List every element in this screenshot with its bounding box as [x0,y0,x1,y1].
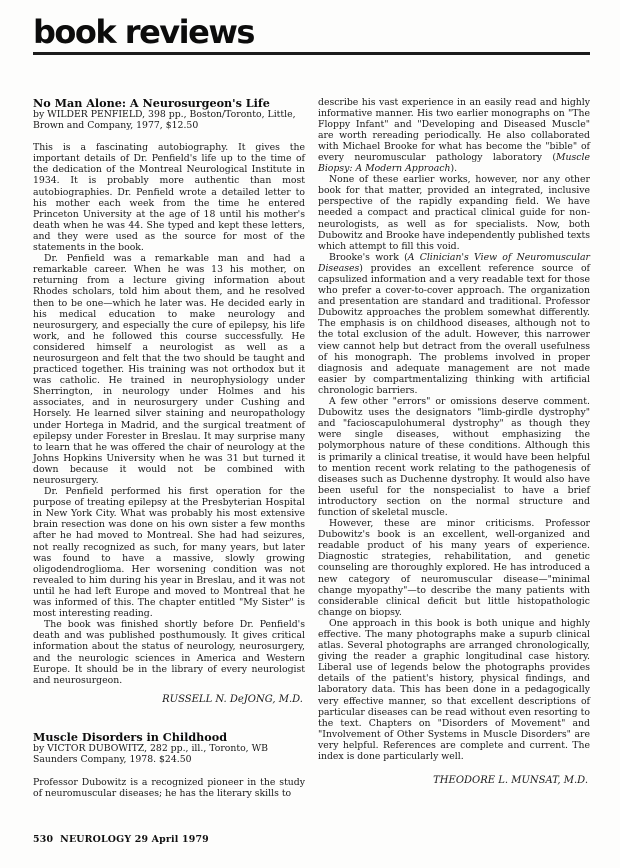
review-2-paragraph: One approach in this book is both unique and highly effective. The many photographs make a supurb clinical atlas. Several photographs are arranged chronologically, giving the reader a graphic longitudinal case history. Liberal use of legends below the photographs provides details of the patient's history, physical findings, and laboratory data. This has been done in a pedagogically very effective manner, so that excellent descriptions of particular diseases can be read without even resorting to the text. Chapters on "Disorders of Movement" and "Involvement of Other Systems in Muscle Disorders" are very helpful. References are complete and current. The index is done particularly well. [318,617,590,763]
review-2-paragraph [318,97,590,175]
review-1-title: No Man Alone: A Neurosurgeon's Life [33,95,270,110]
paragraph-text: ). [450,163,458,175]
review-muscle-disorders-continued [318,97,590,787]
review-muscle-disorders-start [33,731,305,799]
left-column [33,97,305,799]
header-rule [33,52,590,55]
masthead [33,14,590,55]
review-2-reviewer-signature: THEODORE L. MUNSAT, M.D. [433,775,588,787]
review-2-paragraph: None of these earlier works, however, nor any other book for that matter, provided an integrated, inclusive perspective of the rapidly expanding field. We have needed a compact and practical clinical guide for non-neurologists, as well as for specialists. Now, both Dubowitz and Brooke have independently published texts which attempt to fill this void. [318,174,590,252]
two-column-layout [33,97,590,799]
review-2-paragraph: A few other "errors" or omissions deserve comment. Dubowitz uses the designators "limb-girdle dystrophy" and "facioscapulohumeral dystrophy" as though they were single diseases, without emphasizing the polymorphous nature of these conditions. Although this is primarily a clinical treatise, it would have been helpful to mention recent work relating to the pathogenesis of diseases such as Duchenne dystrophy. It would also have been useful for the nonspecialist to have a brief introductory section on the normal structure and function of skeletal muscle. [318,396,590,518]
review-2-title: Muscle Disorders in Childhood [33,729,228,744]
book-title-italic: Muscle Biopsy: A Modern Approach [318,151,590,175]
book-title-italic: A Clinician's View of Neuromuscular Diseases [318,251,590,274]
page-number: 530 [33,834,54,845]
review-2-paragraph: Professor Dubowitz is a recognized pioneer in the study of neuromuscular diseases; he has the literary skills to [33,776,305,799]
review-2-paragraph: However, these are minor criticisms. Professor Dubowitz's book is an excellent, well-organized and readable product of his many years of experience. Diagnostic strategies, rehabilitation, and genetic counseling are thoroughly explored. He has introduced a new category of neuromuscular disease—"minimal change myopathy"—to describe the many patients with considerable clinical deficit but little histopathologic change on biopsy. [318,518,590,618]
review-1-paragraph: Dr. Penfield was a remarkable man and had a remarkable career. When he was 13 his mother, on returning from a lecture giving information about Rhodes scholars, told him about them, and he resolved then to be one—which he later was. He decided early in his medical education to make neurology and neurosurgery, and especially the cure of epilepsy, his life work, and he followed this course successfully. He considered himself a neurologist as well as a neurosurgeon and felt that the two should be taught and practiced together. His training was not orthodox but it was catholic. He trained in neurophysiology under Sherrington, in neurology under Holmes and his associates, and in neurosurgery under Cushing and Horsely. He learned silver staining and neuropathology under Hortega in Madrid, and the surgical treatment of epilepsy under Forester in Breslau. It may surprise many to learn that he was offered the chair of neurology at the Johns Hopkins University when he was 31 but turned it down because it would not be combined with neurosurgery. [33,253,305,486]
paragraph-text: Brooke's work ( [329,251,408,263]
review-1-paragraph: Dr. Penfield performed his first operation for the purpose of treating epilepsy at the Presbyterian Hospital in New York City. What was probably his most extensive brain resection was done on his own sister a few months after he had moved to Montreal. She had had seizures, not really recognized as such, for many years, but later was found to have a massive, slowly growing oligodendroglioma. Her worsening condition was not revealed to him during his year in Breslau, and it was not until he had left Europe and moved to Montreal that he was informed of this. The chapter entitled "My Sister" is most interesting reading. [33,486,305,620]
review-1-paragraph: The book was finished shortly before Dr. Penfield's death and was published posthumously. It gives critical information about the status of neurology, neurosurgery, and the neurologic sciences in America and Western Europe. It should be in the library of every neurologist and neurosurgeon. [33,619,305,686]
review-2-byline: by VICTOR DUBOWITZ, 282 pp., ill., Toronto, WB Saunders Company, 1978. $24.50 [33,743,268,766]
review-2-paragraph [318,252,590,396]
paragraph-text: describe his vast experience in an easily read and highly informative manner. His two earlier monographs on "The Floppy Infant" and "Developing and Diseased Muscle" are worth rereading periodically. He also collaborated with Michael Brooke for what has become the "bible" of every neuromuscular pathology laboratory ( [318,96,590,163]
right-column [318,97,590,799]
journal-issue-line: NEUROLOGY 29 April 1979 [60,834,209,845]
review-1-byline: by WILDER PENFIELD, 398 pp., Boston/Toronto, Little, Brown and Company, 1977, $12.50 [33,109,296,132]
page-title: book reviews [33,13,254,51]
review-1-reviewer-signature: RUSSELL N. DeJONG, M.D. [162,693,303,705]
paragraph-text: ) provides an excellent reference source of capsulized information and a very readable text for those who prefer a cover-to-cover approach. The organization and presentation are standard and traditional. Professor Dubowitz approaches the problem somewhat differently. The emphasis is on childhood diseases, although not to the total exclusion of the adult. However, this narrower view cannot help but detract from the overall usefulness of his monograph. The problems involved in proper diagnosis and adequate management are not made easier by compartmentalizing thinking with artificial chronologic barriers. [318,262,590,396]
review-no-man-alone [33,97,305,705]
review-1-paragraph: This is a fascinating autobiography. It gives the important details of Dr. Penfield's life up to the time of the dedication of the Montreal Neurological Institute in 1934. It is probably more authentic than most autobiographies. Dr. Penfield wrote a detailed letter to his mother each week from the time he entered Princeton University at the age of 18 until his mother's death when he was 44. She typed and kept these letters, and they were used as the source for most of the statements in the book. [33,142,305,254]
page-footer [33,834,209,845]
